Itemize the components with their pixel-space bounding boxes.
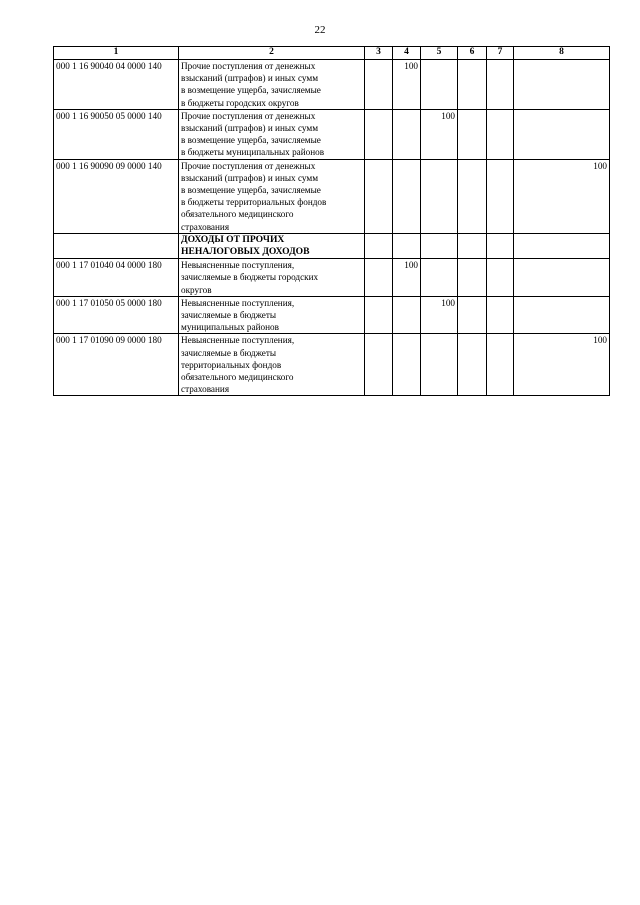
col-3-value	[365, 233, 393, 258]
col-6-value	[458, 259, 487, 297]
table-header-row	[54, 47, 610, 60]
col-6-value	[458, 159, 487, 233]
revenue-code: 000 1 16 90050 05 0000 140	[54, 109, 179, 159]
col-3-value	[365, 334, 393, 396]
budget-revenue-table	[53, 46, 610, 396]
header-col-2: 2	[179, 47, 365, 60]
revenue-name: Прочие поступления от денежных взысканий (штрафов) и иных сумм в возмещение ущерба, зачисляемые в бюджеты муниципальных районов	[179, 109, 365, 159]
revenue-code: 000 1 17 01090 09 0000 180	[54, 334, 179, 396]
header-col-8: 8	[514, 47, 610, 60]
col-3-value	[365, 296, 393, 334]
col-8-value	[514, 109, 610, 159]
page-number: 22	[314, 24, 326, 36]
table-row	[54, 259, 610, 297]
col-5-value: 100	[421, 296, 458, 334]
col-8-value: 100	[514, 334, 610, 396]
header-col-1: 1	[54, 47, 179, 60]
revenue-code: 000 1 17 01040 04 0000 180	[54, 259, 179, 297]
revenue-name: Прочие поступления от денежных взысканий (штрафов) и иных сумм в возмещение ущерба, зачисляемые в бюджеты городских округов	[179, 60, 365, 110]
col-4-value	[393, 233, 421, 258]
col-7-value	[487, 259, 514, 297]
header-col-3: 3	[365, 47, 393, 60]
table-section-row	[54, 233, 610, 258]
header-col-6: 6	[458, 47, 487, 60]
revenue-code: 000 1 16 90090 09 0000 140	[54, 159, 179, 233]
col-8-value	[514, 60, 610, 110]
col-5-value	[421, 259, 458, 297]
col-5-value	[421, 233, 458, 258]
col-7-value	[487, 296, 514, 334]
col-4-value	[393, 159, 421, 233]
col-5-value: 100	[421, 109, 458, 159]
col-3-value	[365, 259, 393, 297]
col-5-value	[421, 60, 458, 110]
col-3-value	[365, 109, 393, 159]
revenue-code: 000 1 16 90040 04 0000 140	[54, 60, 179, 110]
col-6-value	[458, 296, 487, 334]
table-row	[54, 296, 610, 334]
revenue-code	[54, 233, 179, 258]
col-8-value	[514, 259, 610, 297]
col-6-value	[458, 60, 487, 110]
revenue-name: Прочие поступления от денежных взысканий (штрафов) и иных сумм в возмещение ущерба, зачисляемые в бюджеты территориальных фондов обязательного медицинского страхования	[179, 159, 365, 233]
col-7-value	[487, 233, 514, 258]
col-7-value	[487, 334, 514, 396]
col-5-value	[421, 159, 458, 233]
table-row	[54, 159, 610, 233]
col-3-value	[365, 60, 393, 110]
table-row	[54, 109, 610, 159]
col-4-value	[393, 296, 421, 334]
col-4-value: 100	[393, 259, 421, 297]
col-6-value	[458, 109, 487, 159]
col-6-value	[458, 334, 487, 396]
revenue-code: 000 1 17 01050 05 0000 180	[54, 296, 179, 334]
col-8-value: 100	[514, 159, 610, 233]
revenue-name: Невыясненные поступления, зачисляемые в бюджеты муниципальных районов	[179, 296, 365, 334]
col-5-value	[421, 334, 458, 396]
col-4-value	[393, 334, 421, 396]
col-4-value: 100	[393, 60, 421, 110]
col-8-value	[514, 296, 610, 334]
header-col-7: 7	[487, 47, 514, 60]
table-row	[54, 334, 610, 396]
revenue-name: Невыясненные поступления, зачисляемые в бюджеты территориальных фондов обязательного медицинского страхования	[179, 334, 365, 396]
col-7-value	[487, 159, 514, 233]
col-3-value	[365, 159, 393, 233]
col-7-value	[487, 109, 514, 159]
header-col-5: 5	[421, 47, 458, 60]
table-row	[54, 60, 610, 110]
section-heading: ДОХОДЫ ОТ ПРОЧИХ НЕНАЛОГОВЫХ ДОХОДОВ	[179, 233, 365, 258]
revenue-name: Невыясненные поступления, зачисляемые в бюджеты городских округов	[179, 259, 365, 297]
col-8-value	[514, 233, 610, 258]
col-6-value	[458, 233, 487, 258]
header-col-4: 4	[393, 47, 421, 60]
col-4-value	[393, 109, 421, 159]
col-7-value	[487, 60, 514, 110]
